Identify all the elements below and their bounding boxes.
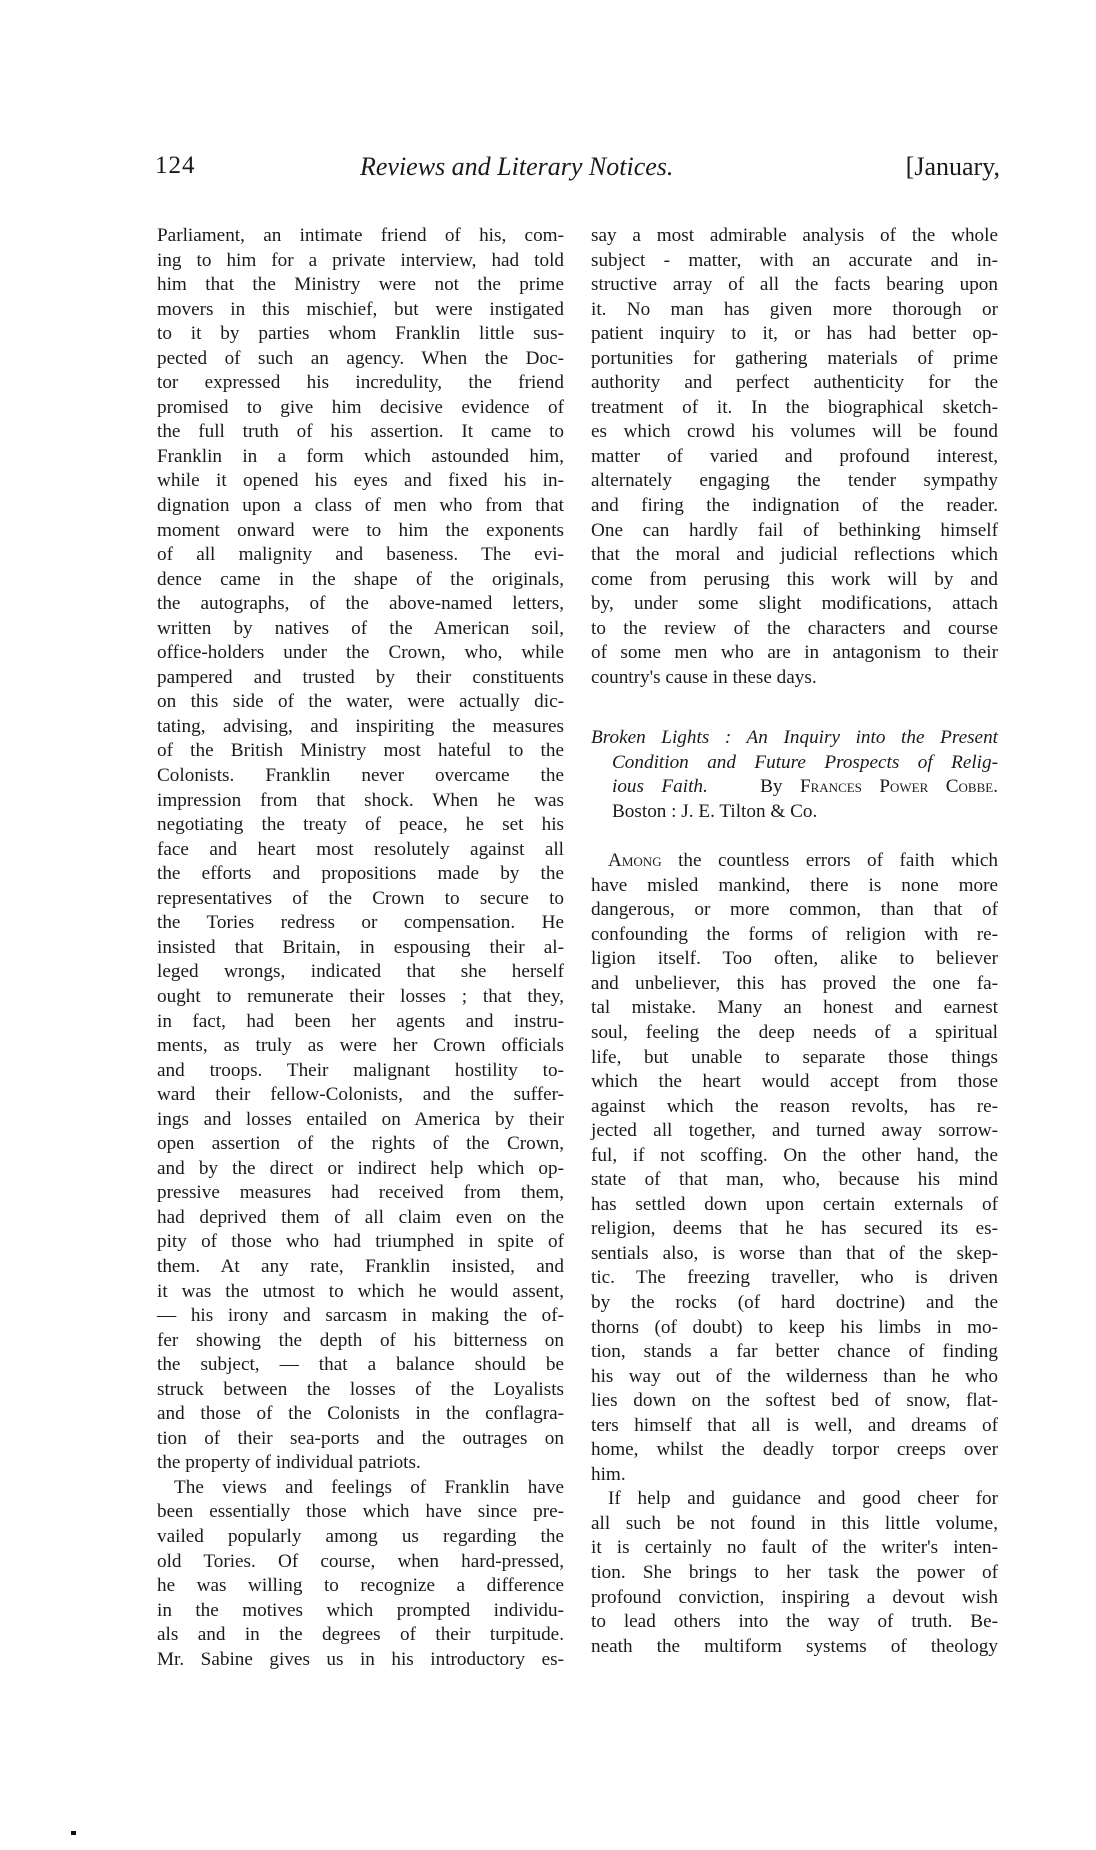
text-line: state of that man, who, because his mind [591, 1169, 998, 1191]
paragraph [591, 224, 998, 690]
paragraph [157, 224, 564, 1476]
text-line: structive array of all the facts bearing upon [591, 274, 998, 296]
text-line: dignation upon a class of men who from that [157, 495, 564, 517]
text-line: them. At any rate, Franklin insisted, and [157, 1255, 564, 1277]
text-line: in the motives which prompted individu- [157, 1599, 564, 1621]
text-line: the subject, — that a balance should be [157, 1354, 564, 1376]
text-line: tor expressed his incredulity, the friend [157, 372, 564, 394]
text-line: tion, stands a far better chance of finding [591, 1341, 998, 1363]
text-line: by, under some slight modifications, attach [591, 593, 998, 615]
text-line: and firing the indignation of the reader. [591, 495, 998, 517]
text-line: pressive measures had received from them, [157, 1182, 564, 1204]
section-gap [591, 825, 998, 850]
text-line: If help and guidance and good cheer for [608, 1488, 998, 1510]
text-line: his way out of the wilderness than he who [591, 1365, 998, 1387]
text-line: impression from that shock. When he was [157, 789, 564, 811]
text-line: ings and losses entailed on America by their [157, 1108, 564, 1130]
book-byline [591, 775, 998, 800]
text-line: he was willing to recognize a difference [157, 1575, 564, 1597]
text-line: moment onward were to him the exponents [157, 519, 564, 541]
text-line: and troops. Their malignant hostility to- [157, 1059, 564, 1081]
text-line: tal mistake. Many an honest and earnest [591, 997, 998, 1019]
text-line [591, 849, 998, 874]
page-number: 124 [155, 152, 196, 179]
text-line: profound conviction, inspiring a devout wish [591, 1586, 998, 1608]
text-line: and unbeliever, this has proved the one fa- [591, 972, 998, 994]
text-line: subject - matter, with an accurate and in- [591, 249, 998, 271]
text-line: to lead others into the way of truth. Be- [591, 1611, 998, 1633]
text-line: say a most admirable analysis of the whole [591, 225, 998, 246]
text-line: against which the reason revolts, has re- [591, 1095, 998, 1117]
text-line: ought to remunerate their losses ; that they, [157, 985, 564, 1007]
book-title-line: Condition and Future Prospects of Relig- [612, 751, 998, 773]
text-line: the property of individual patriots. [157, 1452, 421, 1474]
text-line: ward their fellow-Colonists, and the suffer- [157, 1084, 564, 1106]
text-line: portunities for gathering materials of prime [591, 347, 998, 369]
by-label: By [760, 776, 783, 798]
text-line: written by natives of the American soil, [157, 617, 564, 639]
running-title: Reviews and Literary Notices. [360, 152, 674, 181]
text-line: promised to give him decisive evidence of [157, 396, 564, 418]
text-line: dence came in the shape of the originals, [157, 568, 564, 590]
text-line: religion, deems that he has secured its es- [591, 1218, 998, 1240]
text-line: that the moral and judicial reflections which [591, 544, 998, 566]
drop-lead-word: Among [608, 850, 662, 872]
text-line: had deprived them of all claim even on the [157, 1206, 564, 1228]
text-line: home, whilst the deadly torpor creeps over [591, 1439, 998, 1461]
text-line: fer showing the depth of his bitterness on [157, 1329, 564, 1351]
text-line: the autographs, of the above-named letters, [157, 593, 564, 615]
text-line: come from perusing this work will by and [591, 568, 998, 590]
running-header [155, 152, 1000, 192]
section-gap [591, 690, 998, 726]
text-line-rest: the countless errors of faith which [678, 850, 998, 872]
text-line: struck between the losses of the Loyalists [157, 1378, 564, 1400]
text-line: tion of their sea-ports and the outrages on [157, 1427, 564, 1449]
book-entry [591, 726, 998, 824]
text-line: thorns (of doubt) to keep his limbs in mo- [591, 1316, 998, 1338]
text-line: and those of the Colonists in the conflagra- [157, 1403, 564, 1425]
text-line: The views and feelings of Franklin have [174, 1476, 564, 1498]
text-line: dangerous, or more common, than that of [591, 899, 998, 921]
text-line: confounding the forms of religion with re- [591, 923, 998, 945]
text-line: office-holders under the Crown, who, while [157, 642, 564, 664]
text-line: to it by parties whom Franklin little sus- [157, 323, 564, 345]
text-line: Mr. Sabine gives us in his introductory es- [157, 1648, 564, 1670]
text-line: the efforts and propositions made by the [157, 863, 564, 885]
text-line: country's cause in these days. [591, 666, 817, 688]
text-line: One can hardly fail of bethinking himself [591, 519, 998, 541]
text-line: and by the direct or indirect help which op- [157, 1157, 564, 1179]
text-line: been essentially those which have since pre- [157, 1501, 564, 1523]
text-line: pity of those who had triumphed in spite of [157, 1231, 564, 1253]
text-line: all such be not found in this little volume, [591, 1512, 998, 1534]
text-line: old Tories. Of course, when hard-pressed, [157, 1550, 564, 1572]
paragraph [157, 1476, 564, 1672]
text-line: Franklin in a form which astounded him, [157, 445, 564, 467]
text-line: has settled down upon certain externals of [591, 1193, 998, 1215]
text-line: ments, as truly as were her Crown officials [157, 1035, 564, 1057]
text-line: tion. She brings to her task the power of [591, 1561, 998, 1583]
text-line: in fact, had been her agents and instru- [157, 1010, 564, 1032]
text-line: to the review of the characters and course [591, 617, 998, 639]
text-line: pected of such an agency. When the Doc- [157, 347, 564, 369]
text-line: ters himself that all is well, and dreams of [591, 1414, 998, 1436]
text-line: it is certainly no fault of the writer's inten- [591, 1537, 998, 1559]
text-line: which the heart would accept from those [591, 1071, 998, 1093]
text-line: vailed popularly among us regarding the [157, 1525, 564, 1547]
text-line: of the British Ministry most hateful to the [157, 740, 564, 762]
text-line: representatives of the Crown to secure to [157, 887, 564, 909]
text-line: the Tories redress or compensation. He [157, 912, 564, 934]
text-line: tating, advising, and inspiriting the measures [157, 715, 564, 737]
text-line: ing to him for a private interview, had told [157, 249, 564, 271]
book-author: Frances Power Cobbe. [799, 776, 998, 798]
text-line: neath the multiform systems of theology [591, 1635, 998, 1657]
text-line: open assertion of the rights of the Crown, [157, 1133, 564, 1155]
text-line: negotiating the treaty of peace, he set his [157, 814, 564, 836]
running-date: [January, [905, 152, 1000, 181]
text-line: while it opened his eyes and fixed his in- [157, 470, 564, 492]
text-line: by the rocks (of hard doctrine) and the [591, 1291, 998, 1313]
text-line: sentials also, is worse than that of the skep- [591, 1242, 998, 1264]
text-line: on this side of the water, were actually dic- [157, 691, 564, 713]
paragraph [591, 1487, 998, 1659]
text-line: soul, feeling the deep needs of a spiritual [591, 1021, 998, 1043]
text-line: authority and perfect authenticity for the [591, 372, 998, 394]
right-column [591, 224, 998, 1659]
text-line: of some men who are in antagonism to their [591, 642, 998, 664]
text-line: movers in this mischief, but were instigated [157, 298, 564, 320]
text-line: als and in the degrees of their turpitude. [157, 1624, 564, 1646]
text-line: matter of varied and profound interest, [591, 445, 998, 467]
text-line: Parliament, an intimate friend of his, com- [157, 225, 564, 246]
text-line: have misled mankind, there is none more [591, 874, 998, 896]
scan-speck [71, 1831, 76, 1835]
paragraph [591, 849, 998, 1487]
text-line: pampered and trusted by their constituents [157, 666, 564, 688]
book-title-end: ious Faith. [612, 776, 708, 798]
text-line: him. [591, 1463, 626, 1485]
text-line: treatment of it. In the biographical sketch- [591, 396, 998, 418]
text-line: Colonists. Franklin never overcame the [157, 765, 564, 787]
text-line: jected all together, and turned away sorrow- [591, 1120, 998, 1142]
text-line: leged wrongs, indicated that she herself [157, 961, 564, 983]
book-publisher: Boston : J. E. Tilton & Co. [612, 801, 818, 823]
text-line: tic. The freezing traveller, who is driven [591, 1267, 998, 1289]
text-line: insisted that Britain, in espousing their al- [157, 936, 564, 958]
left-column [157, 224, 564, 1672]
text-line: the full truth of his assertion. It came to [157, 421, 564, 443]
text-line: ligion itself. Too often, alike to believer [591, 948, 998, 970]
text-line: ful, if not scoffing. On the other hand, the [591, 1144, 998, 1166]
text-line: it was the utmost to which he would assent, [157, 1280, 564, 1302]
text-line: face and heart most resolutely against all [157, 838, 564, 860]
book-title-line: Broken Lights : An Inquiry into the Present [591, 727, 998, 749]
text-line: lies down on the softest bed of snow, flat- [591, 1390, 998, 1412]
text-line: of all malignity and baseness. The evi- [157, 544, 564, 566]
text-line: patient inquiry to it, or has had better op- [591, 323, 998, 345]
text-line: — his irony and sarcasm in making the of- [157, 1305, 564, 1327]
text-line: es which crowd his volumes will be found [591, 421, 998, 443]
text-line: life, but unable to separate those things [591, 1046, 998, 1068]
text-line: it. No man has given more thorough or [591, 298, 998, 320]
text-line: him that the Ministry were not the prime [157, 274, 564, 296]
text-line: alternately engaging the tender sympathy [591, 470, 998, 492]
